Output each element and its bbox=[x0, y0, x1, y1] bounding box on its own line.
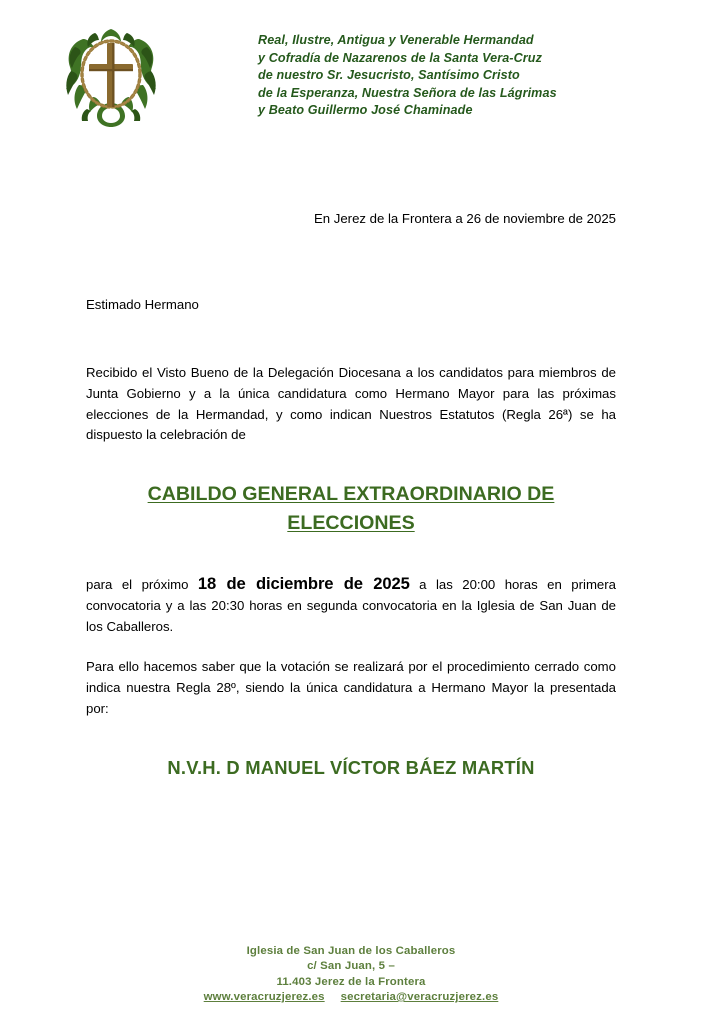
footer-links bbox=[86, 990, 616, 1005]
letterhead bbox=[0, 0, 704, 140]
footer-church-name: Iglesia de San Juan de los Caballeros bbox=[246, 945, 456, 957]
footer bbox=[86, 944, 616, 1006]
assembly-headline-line-1: CABILDO GENERAL EXTRAORDINARIO DE bbox=[147, 483, 555, 505]
organization-title-line-1: Real, Ilustre, Antigua y Venerable Hermandad bbox=[258, 33, 534, 47]
organization-title-line-4: de la Esperanza, Nuestra Señora de las Lágrimas bbox=[258, 85, 557, 100]
paragraph-schedule-suffix: a las 20:00 horas en primera convocatoria y a las 20:30 horas en segunda convocatoria en la Iglesia de San Juan de los Caballeros. bbox=[86, 577, 616, 634]
email-link[interactable]: secretaria@veracruzjerez.es bbox=[340, 991, 499, 1004]
hermandad-emblem-icon bbox=[57, 17, 165, 129]
website-link[interactable]: www.veracruzjerez.es bbox=[203, 991, 325, 1004]
assembly-date: 18 de diciembre de 2025 bbox=[197, 574, 410, 593]
candidate-name: N.V.H. D MANUEL VÍCTOR BÁEZ MARTÍN bbox=[167, 757, 535, 778]
paragraph-intro: Recibido el Visto Bueno de la Delegación Diocesana a los candidatos para miembros de Junta Gobierno y a la única candidatura como Hermano Mayor para las próximas elecciones de la Hermandad, y como indican Nuestros Estatutos (Regla 26ª) se ha dispuesto la celebración de bbox=[86, 365, 616, 443]
place-and-date-line: En Jerez de la Frontera a 26 de noviembre de 2025 bbox=[313, 211, 616, 226]
footer-street-address: c/ San Juan, 5 – bbox=[307, 960, 395, 973]
salutation: Estimado Hermano bbox=[86, 297, 199, 312]
organization-title-line-2: y Cofradía de Nazarenos de la Santa Vera-Cruz bbox=[258, 50, 542, 65]
paragraph-schedule-prefix: para el próximo bbox=[86, 577, 198, 592]
footer-city-line: 11.403 Jerez de la Frontera bbox=[276, 975, 426, 988]
organization-title-line-5: y Beato Guillermo José Chaminade bbox=[258, 103, 473, 118]
organization-title bbox=[258, 32, 638, 120]
assembly-headline bbox=[86, 480, 616, 538]
paragraph-schedule bbox=[86, 574, 616, 637]
organization-title-line-3: de nuestro Sr. Jesucristo, Santísimo Cristo bbox=[258, 68, 520, 83]
paragraph-voting-procedure: Para ello hacemos saber que la votación se realizará por el procedimiento cerrado como indica nuestra Regla 28º, siendo la única candidatura a Hermano Mayor la presentada por: bbox=[86, 659, 616, 716]
assembly-headline-line-2: ELECCIONES bbox=[287, 512, 415, 534]
